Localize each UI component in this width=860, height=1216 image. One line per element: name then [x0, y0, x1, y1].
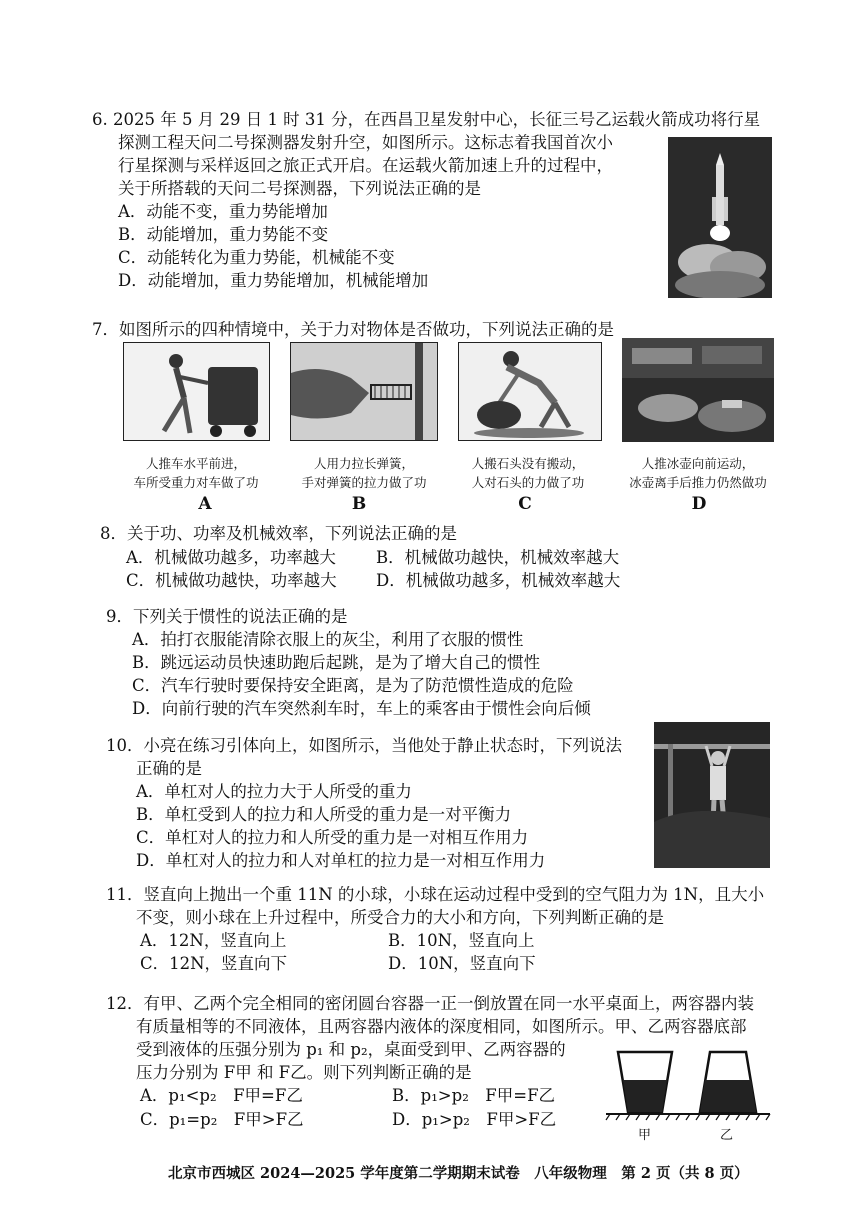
q12-stem-line: 有质量相等的不同液体，且两容器内液体的深度相同，如图所示。甲、乙两容器底部 — [136, 1017, 747, 1036]
rocket-launch-photo — [668, 137, 772, 298]
q7-caption-a — [116, 454, 276, 492]
question-6 — [92, 108, 760, 292]
q8-option-a: A．机械做功越多，功率越大 — [126, 548, 336, 567]
q6-option-c: C．动能转化为重力势能，机械能不变 — [118, 248, 395, 267]
q12-stem-line: 受到液体的压强分别为 p₁ 和 p₂，桌面受到甲、乙两容器的 — [136, 1040, 566, 1059]
rocket-icon — [668, 137, 772, 298]
q9-option-c: C．汽车行驶时要保持安全距离，是为了防范惯性造成的危险 — [132, 676, 574, 695]
q10-option-b: B．单杠受到人的拉力和人所受的重力是一对平衡力 — [136, 805, 512, 824]
q12-option-a: A．p₁<p₂ F甲=F乙 — [140, 1086, 303, 1105]
container-label-yi: 乙 — [720, 1128, 734, 1143]
containers-figure — [604, 1044, 772, 1144]
q12-options — [140, 1084, 580, 1130]
q7-caption-d — [612, 454, 784, 492]
q8-options — [126, 546, 686, 592]
q8-stem: 8．关于功、功率及机械效率，下列说法正确的是 — [100, 524, 457, 543]
question-9 — [106, 605, 591, 720]
person-lifting-rock-icon — [459, 343, 601, 440]
q7-caption-b-line1: 人用力拉长弹簧， — [313, 456, 414, 471]
q11-option-b: B．10N，竖直向上 — [388, 931, 535, 950]
question-11 — [106, 883, 764, 929]
q10-stem-line: 正确的是 — [136, 759, 202, 778]
q6-option-a: A．动能不变，重力势能增加 — [118, 202, 328, 221]
q7-caption-a-line2: 车所受重力对车做了功 — [133, 475, 259, 490]
q7-caption-d-line1: 人推冰壶向前运动， — [641, 456, 755, 471]
q8-option-d: D．机械做功越多，机械效率越大 — [376, 571, 621, 590]
q7-caption-b — [284, 454, 444, 492]
person-on-bar-icon — [654, 722, 770, 868]
q7-letter-d: D — [691, 494, 707, 514]
question-10 — [106, 734, 622, 872]
q7-caption-c-line2: 人对石头的力做了功 — [471, 475, 585, 490]
q11-stem-line: 不变，则小球在上升过程中，所受合力的大小和方向，下列判断正确的是 — [136, 908, 664, 927]
q7-letter-c: C — [518, 494, 532, 514]
q7-stem: 7．如图所示的四种情境中，关于力对物体是否做功，下列说法正确的是 — [92, 320, 614, 339]
q10-option-d: D．单杠对人的拉力和人对单杠的拉力是一对相互作用力 — [136, 851, 546, 870]
pull-up-photo — [654, 722, 770, 868]
page-footer: 北京市西城区 2024—2025 学年度第二学期期末试卷 八年级物理 第 2 页（共 8 页） — [168, 1165, 749, 1182]
q7-panel-d-photo — [622, 338, 774, 442]
q8-option-b: B．机械做功越快，机械效率越大 — [376, 548, 620, 567]
q7-caption-a-line1: 人推车水平前进， — [145, 456, 246, 471]
q8-option-c: C．机械做功越快，功率越大 — [126, 571, 337, 590]
question-7 — [92, 318, 614, 341]
q12-stem-line: 12．有甲、乙两个完全相同的密闭圆台容器一正一倒放置在同一水平桌面上，两容器内装 — [106, 994, 754, 1013]
q10-option-c: C．单杠对人的拉力和人所受的重力是一对相互作用力 — [136, 828, 529, 847]
q7-letter-a: A — [198, 494, 212, 514]
q9-option-d: D．向前行驶的汽车突然刹车时，车上的乘客由于惯性会向后倾 — [132, 699, 591, 718]
frustum-containers-icon — [604, 1044, 772, 1124]
q12-stem-line: 压力分别为 F甲 和 F乙。则下列判断正确的是 — [136, 1063, 472, 1082]
person-pushing-cart-icon — [124, 343, 269, 440]
q6-stem-line: 行星探测与采样返回之旅正式开启。在运载火箭加速上升的过程中， — [118, 156, 613, 175]
q10-option-a: A．单杠对人的拉力大于人所受的重力 — [136, 782, 412, 801]
q6-stem-line: 探测工程天问二号探测器发射升空，如图所示。这标志着我国首次小 — [118, 133, 613, 152]
q7-caption-d-line2: 冰壶离手后推力仍然做功 — [629, 475, 767, 490]
q9-stem: 9．下列关于惯性的说法正确的是 — [106, 607, 348, 626]
q7-panel-a-photo — [123, 342, 270, 441]
container-label-jia: 甲 — [638, 1128, 652, 1143]
q10-stem-line: 10．小亮在练习引体向上，如图所示，当他处于静止状态时，下列说法 — [106, 736, 622, 755]
question-8 — [100, 522, 457, 545]
q9-option-b: B．跳远运动员快速助跑后起跳，是为了增大自己的惯性 — [132, 653, 541, 672]
q7-caption-b-line2: 手对弹簧的拉力做了功 — [301, 475, 427, 490]
q6-stem-line: 6. 2025 年 5 月 29 日 1 时 31 分，在西昌卫星发射中心，长征三号乙运载火箭成功将行星 — [92, 110, 761, 129]
curling-stone-icon — [622, 338, 774, 442]
q11-option-a: A．12N，竖直向上 — [140, 931, 287, 950]
q9-option-a: A．拍打衣服能清除衣服上的灰尘，利用了衣服的惯性 — [132, 630, 524, 649]
q12-option-b: B．p₁>p₂ F甲=F乙 — [392, 1086, 556, 1105]
q6-option-d: D．动能增加，重力势能增加，机械能增加 — [118, 271, 429, 290]
hand-stretching-spring-icon — [291, 343, 437, 440]
q6-stem-line: 关于所搭载的天问二号探测器，下列说法正确的是 — [118, 179, 481, 198]
q6-option-b: B．动能增加，重力势能不变 — [118, 225, 329, 244]
q7-panel-b-photo — [290, 342, 438, 441]
q11-options — [140, 929, 640, 975]
q11-option-c: C．12N，竖直向下 — [140, 954, 288, 973]
q11-option-d: D．10N，竖直向下 — [388, 954, 536, 973]
q7-letter-b: B — [351, 494, 367, 514]
q7-panel-c-photo — [458, 342, 602, 441]
q12-option-d: D．p₁>p₂ F甲>F乙 — [392, 1110, 557, 1129]
q7-caption-c — [448, 454, 608, 492]
q12-option-c: C．p₁=p₂ F甲>F乙 — [140, 1110, 304, 1129]
q11-stem-line: 11．竖直向上抛出一个重 11N 的小球，小球在运动过程中受到的空气阻力为 1N，且大小 — [106, 885, 765, 904]
q7-caption-c-line1: 人搬石头没有搬动， — [471, 456, 585, 471]
